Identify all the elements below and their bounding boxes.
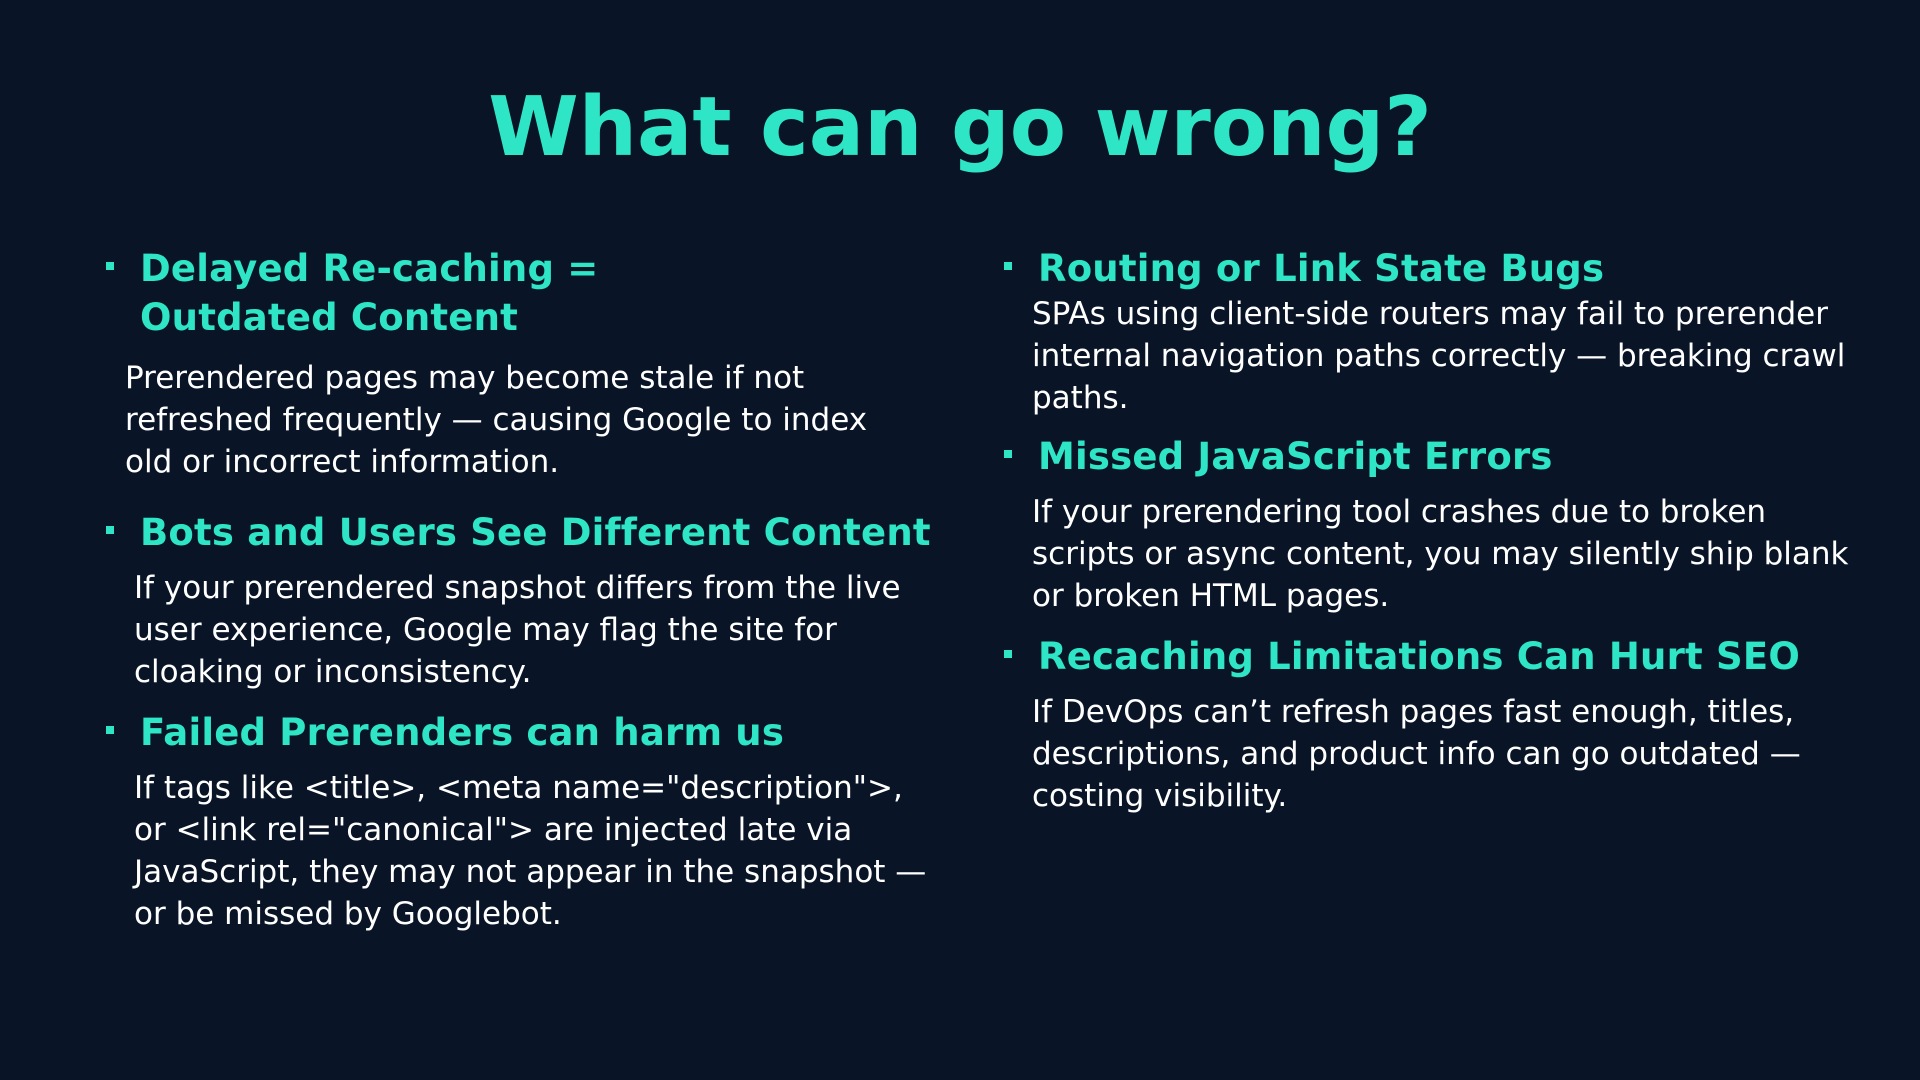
bullet-body: If DevOps can’t refresh pages fast enough, titles, descriptions, and product info can go outdated — costing visibility. [1032, 694, 1801, 814]
bullet-heading: Recaching Limitations Can Hurt SEO [1038, 635, 1800, 678]
bullet-body: If your prerendering tool crashes due to broken scripts or async content, you may silently ship blank or broken HTML pages. [1032, 494, 1849, 614]
square-bullet-icon [106, 262, 114, 270]
bullet-heading-row [102, 708, 942, 757]
square-bullet-icon [1004, 450, 1012, 458]
bullet-heading: Delayed Re-caching = Outdated Content [140, 247, 599, 339]
bullet-body: If tags like <title>, <meta name="description">, or <link rel="canonical"> are injected late via JavaScript, they may not appear in the snapshot — or be missed by Googlebot. [134, 770, 927, 932]
bullet-body: If your prerendered snapshot differs from the live user experience, Google may flag the site for cloaking or inconsistency. [134, 570, 901, 690]
square-bullet-icon [106, 726, 114, 734]
bullet-item [102, 508, 942, 693]
bullet-heading-row [1000, 632, 1880, 681]
bullet-heading-row [102, 508, 942, 557]
bullet-item [1000, 244, 1880, 419]
slide-title: What can go wrong? [488, 80, 1432, 175]
bullet-heading: Bots and Users See Different Content [140, 511, 931, 554]
bullet-heading: Missed JavaScript Errors [1038, 435, 1553, 478]
bullet-body: SPAs using client-side routers may fail to prerender internal navigation paths correctly — breaking crawl paths. [1032, 296, 1846, 416]
bullet-heading-row [1000, 244, 1880, 293]
bullet-heading: Routing or Link State Bugs [1038, 247, 1605, 290]
bullet-body: Prerendered pages may become stale if not refreshed frequently — causing Google to index old or incorrect information. [125, 360, 868, 480]
bullet-item [102, 244, 942, 483]
bullet-item [1000, 632, 1880, 817]
square-bullet-icon [1004, 650, 1012, 658]
bullet-heading-row [102, 244, 760, 342]
square-bullet-icon [106, 526, 114, 534]
bullet-item [1000, 432, 1880, 617]
bullet-heading-row [1000, 432, 1880, 481]
square-bullet-icon [1004, 262, 1012, 270]
bullet-heading: Failed Prerenders can harm us [140, 711, 785, 754]
bullet-item [102, 708, 942, 935]
